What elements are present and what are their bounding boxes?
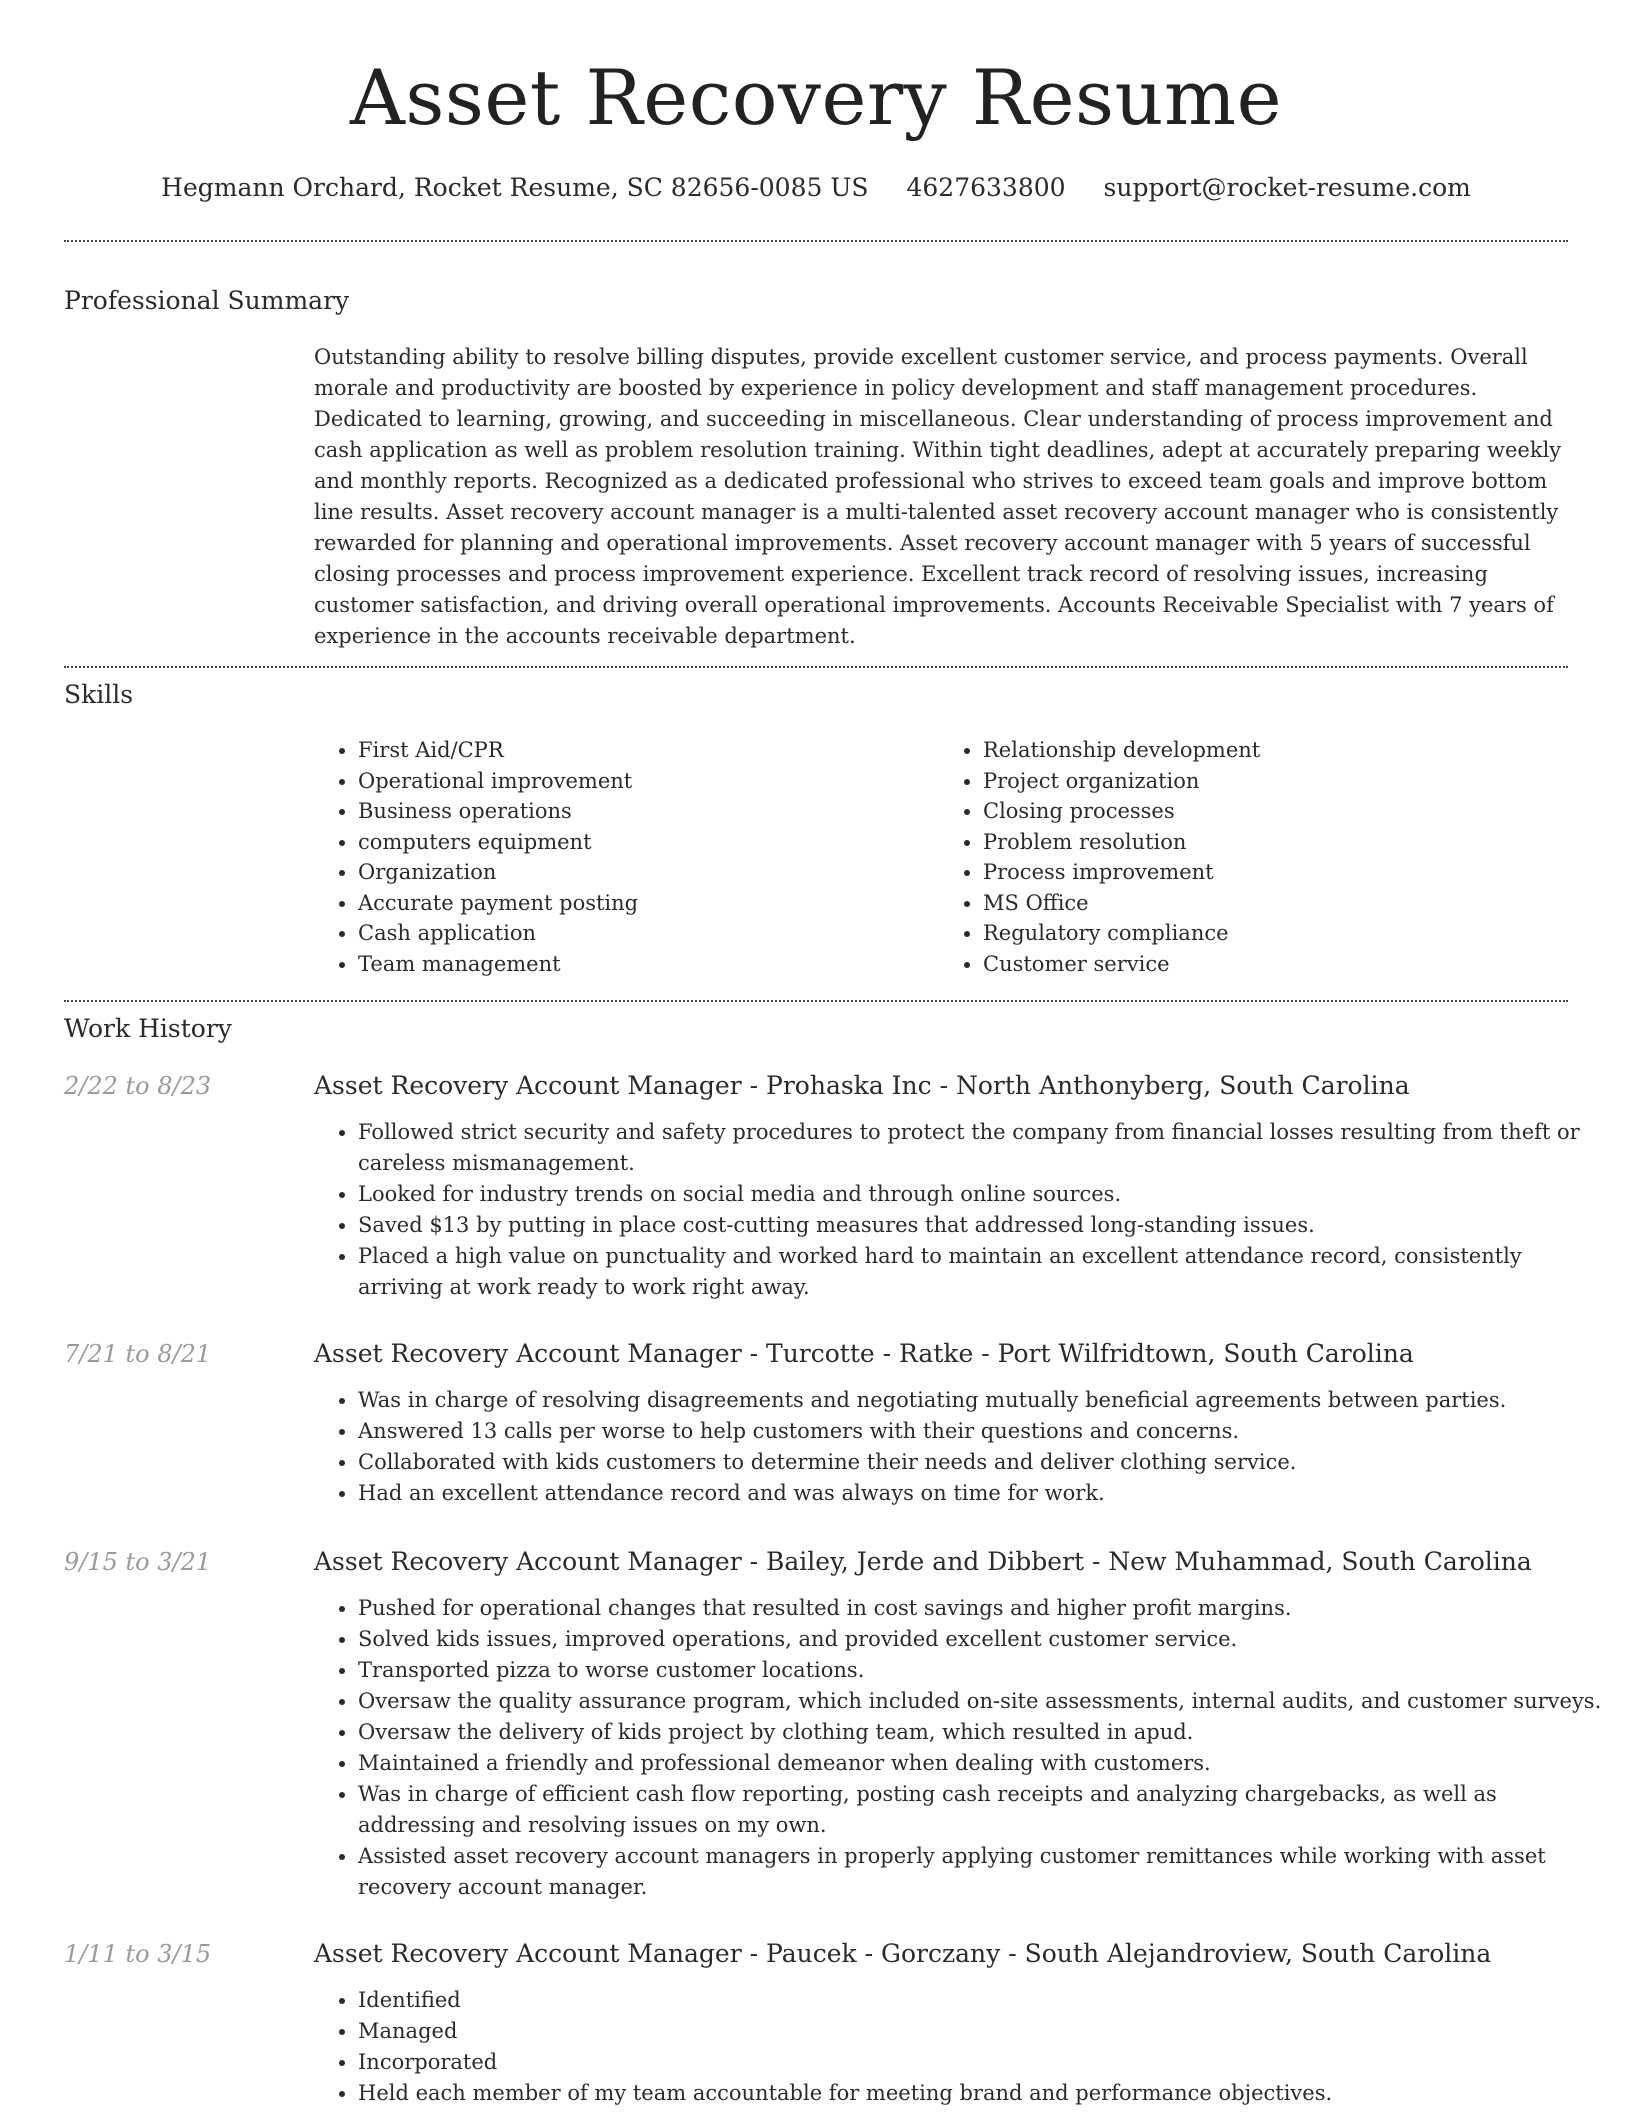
section-title-work-history: Work History [64, 1014, 232, 1043]
job-title: Asset Recovery Account Manager - Turcotte - Ratke - Port Wilfridtown, South Carolina [314, 1339, 1414, 1368]
divider [64, 1000, 1568, 1002]
contact-line [0, 170, 1632, 206]
job-bullets [314, 1593, 1608, 1903]
job-bullet: • Assisted asset recovery account managers in properly applying customer remittances while working with asset recovery account manager. [358, 1841, 1608, 1903]
job-bullet: • Held each member of my team accountable for meeting brand and performance objectives. [358, 2078, 1608, 2109]
job-bullet: • Transported pizza to worse customer locations. [358, 1655, 1608, 1686]
job-bullet: • Incorporated [358, 2047, 1608, 2078]
skill-item: • Operational improvement [358, 766, 939, 797]
job-bullet: • Oversaw the delivery of kids project by clothing team, which resulted in apud. [358, 1717, 1608, 1748]
job-dates: 1/11 to 3/15 [64, 1940, 212, 1968]
summary-text: Outstanding ability to resolve billing disputes, provide excellent customer service, and process payments. Overall morale and productivity are boosted by experience in policy development and staff management procedures. Dedicated to learning, growing, and succeeding in miscellaneous. Clear understanding of process improvement and cash application as well as problem resolution training. Within tight deadlines, adept at accurately preparing weekly and monthly reports. Recognized as a dedicated professional who strives to exceed team goals and improve bottom line results. Asset recovery account manager is a multi-talented asset recovery account manager who is consistently rewarded for planning and operational improvements. Asset recovery account manager with 5 years of successful closing processes and process improvement experience. Excellent track record of resolving issues, increasing customer satisfaction, and driving overall operational improvements. Accounts Receivable Specialist with 7 years of experience in the accounts receivable department. [314, 345, 1562, 648]
skill-item: • computers equipment [358, 827, 939, 858]
skills-column-right [939, 735, 1564, 979]
contact-email: support@rocket-resume.com [1103, 173, 1471, 202]
skill-item: • Closing processes [983, 796, 1564, 827]
resume-title: Asset Recovery Resume [349, 53, 1283, 142]
divider [64, 666, 1568, 668]
job-bullet: • Was in charge of efficient cash flow reporting, posting cash receipts and analyzing chargebacks, as well as addressing and resolving issues on my own. [358, 1779, 1608, 1841]
skill-item: • Relationship development [983, 735, 1564, 766]
section-title-summary: Professional Summary [64, 286, 350, 315]
job-bullet: • Maintained a friendly and professional demeanor when dealing with customers. [358, 1748, 1608, 1779]
contact-phone: 4627633800 [906, 173, 1066, 202]
job-bullet: • Had an excellent attendance record and was always on time for work. [358, 1478, 1608, 1509]
skill-item: • Team management [358, 949, 939, 980]
skill-item: • Business operations [358, 796, 939, 827]
skill-item: • Problem resolution [983, 827, 1564, 858]
skill-item: • Project organization [983, 766, 1564, 797]
skills-column-left [314, 735, 939, 979]
skill-item: • Regulatory compliance [983, 918, 1564, 949]
job-bullet: • Oversaw the quality assurance program, which included on-site assessments, internal audits, and customer surveys. [358, 1686, 1608, 1717]
job-dates: 2/22 to 8/23 [64, 1072, 212, 1100]
job-title: Asset Recovery Account Manager - Prohaska Inc - North Anthonyberg, South Carolina [314, 1071, 1410, 1100]
job-bullets [314, 1985, 1608, 2109]
contact-address: Hegmann Orchard, Rocket Resume, SC 82656-0085 US [161, 173, 869, 202]
job-bullet: • Answered 13 calls per worse to help customers with their questions and concerns. [358, 1416, 1608, 1447]
divider [64, 240, 1568, 242]
job-bullet: • Followed strict security and safety procedures to protect the company from financial losses resulting from theft or careless mismanagement. [358, 1117, 1608, 1179]
job-bullet: • Identified [358, 1985, 1608, 2016]
job-title: Asset Recovery Account Manager - Bailey, Jerde and Dibbert - New Muhammad, South Carolina [314, 1547, 1532, 1576]
skill-item: • First Aid/CPR [358, 735, 939, 766]
skill-item: • Process improvement [983, 857, 1564, 888]
job-bullet: • Looked for industry trends on social media and through online sources. [358, 1179, 1608, 1210]
job-bullets [314, 1385, 1608, 1509]
job-bullet: • Was in charge of resolving disagreements and negotiating mutually beneficial agreements between parties. [358, 1385, 1608, 1416]
job-dates: 7/21 to 8/21 [64, 1340, 212, 1368]
job-dates: 9/15 to 3/21 [64, 1548, 212, 1576]
job-bullet: • Solved kids issues, improved operations, and provided excellent customer service. [358, 1624, 1608, 1655]
skill-item: • Cash application [358, 918, 939, 949]
job-bullet: • Saved $13 by putting in place cost-cutting measures that addressed long-standing issues. [358, 1210, 1608, 1241]
skill-item: • MS Office [983, 888, 1564, 919]
job-bullet: • Pushed for operational changes that resulted in cost savings and higher profit margins. [358, 1593, 1608, 1624]
skills-list [314, 735, 1564, 979]
job-bullets [314, 1117, 1608, 1303]
skill-item: • Accurate payment posting [358, 888, 939, 919]
section-title-skills: Skills [64, 680, 134, 709]
job-bullet: • Managed [358, 2016, 1608, 2047]
job-title: Asset Recovery Account Manager - Paucek - Gorczany - South Alejandroview, South Carolina [314, 1939, 1492, 1968]
skill-item: • Organization [358, 857, 939, 888]
job-bullet: • Placed a high value on punctuality and worked hard to maintain an excellent attendance record, consistently arriving at work ready to work right away. [358, 1241, 1608, 1303]
skill-item: • Customer service [983, 949, 1564, 980]
job-bullet: • Collaborated with kids customers to determine their needs and deliver clothing service. [358, 1447, 1608, 1478]
